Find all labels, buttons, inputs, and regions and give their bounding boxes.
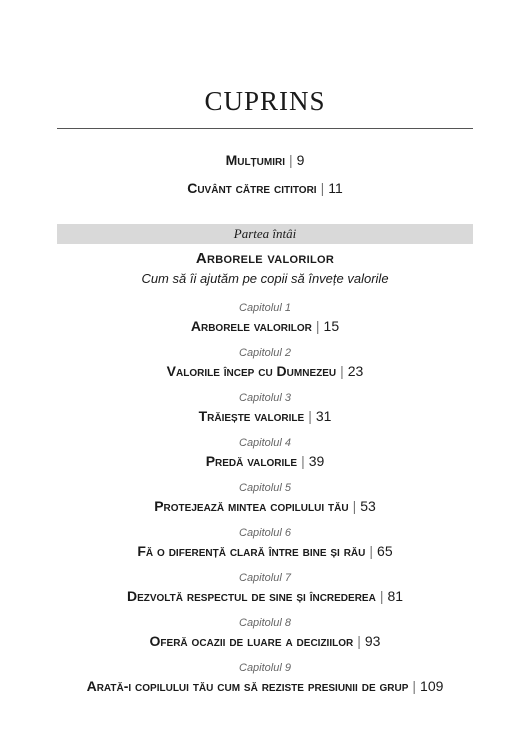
chapter-label: Capitolul 6 — [239, 527, 291, 539]
toc-entry-chapter-8[interactable] — [0, 633, 530, 649]
entry-title: Oferă ocazii de luare a deciziilor — [149, 633, 354, 649]
entry-title: Protejează mintea copilului tău — [154, 498, 349, 514]
toc-entry-chapter-5[interactable] — [0, 498, 530, 514]
toc-entry-foreword[interactable] — [0, 180, 530, 196]
entry-separator: | — [340, 363, 344, 379]
chapter-label: Capitolul 8 — [239, 617, 291, 629]
entry-separator: | — [357, 633, 361, 649]
toc-entry-chapter-4[interactable] — [0, 453, 530, 469]
chapter-label: Capitolul 5 — [239, 482, 291, 494]
entry-title: Arborele valorilor — [190, 318, 312, 334]
chapter-label: Capitolul 3 — [239, 392, 291, 404]
entry-page: 81 — [387, 588, 404, 604]
entry-separator: | — [320, 180, 325, 196]
entry-page: 109 — [420, 678, 444, 694]
entry-page: 31 — [315, 408, 332, 424]
chapter-label: Capitolul 2 — [239, 347, 291, 359]
chapter-label: Capitolul 1 — [239, 302, 291, 314]
toc-entry-chapter-1[interactable] — [0, 318, 530, 334]
entry-page: 11 — [328, 180, 343, 196]
entry-page: 9 — [296, 152, 305, 168]
entry-separator: | — [369, 543, 374, 559]
toc-entry-chapter-2[interactable] — [0, 363, 530, 379]
chapter-label: Capitolul 7 — [239, 572, 291, 584]
page-title: CUPRINS — [204, 86, 326, 116]
toc-entry-chapter-7[interactable] — [0, 588, 530, 604]
entry-title: Predă valorile — [205, 453, 298, 469]
entry-title: Dezvoltă respectul de sine și încrederea — [126, 588, 376, 604]
part-subtitle: Cum să îi ajutăm pe copii să învețe valorile — [141, 271, 389, 286]
entry-separator: | — [289, 152, 293, 168]
entry-title: Mulțumiri — [225, 152, 285, 168]
entry-page: 39 — [308, 453, 325, 469]
entry-page: 93 — [364, 633, 381, 649]
entry-title: Fă o diferență clară între bine și rău — [137, 543, 366, 559]
entry-separator: | — [308, 408, 312, 424]
toc-entry-thanks[interactable] — [0, 152, 530, 168]
entry-separator: | — [379, 588, 384, 604]
part-label-bar: Partea întâi — [57, 224, 473, 244]
toc-entry-chapter-9[interactable] — [0, 678, 530, 694]
part-title: Arborele valorilor — [195, 250, 335, 267]
entry-title: Trăiește valorile — [198, 408, 305, 424]
entry-separator: | — [352, 498, 357, 514]
chapter-label: Capitolul 9 — [239, 662, 291, 674]
entry-page: 23 — [347, 363, 364, 379]
entry-title: Cuvânt către cititori — [187, 180, 317, 196]
chapter-label: Capitolul 4 — [239, 437, 291, 449]
entry-separator: | — [301, 453, 305, 469]
entry-page: 65 — [377, 543, 393, 559]
entry-title: Arată-i copilului tău cum să reziste presiunii de grup — [86, 678, 409, 694]
toc-entry-chapter-6[interactable] — [0, 543, 530, 559]
entry-page: 15 — [323, 318, 340, 334]
title-rule — [57, 128, 473, 129]
entry-separator: | — [412, 678, 417, 694]
toc-entry-chapter-3[interactable] — [0, 408, 530, 424]
entry-page: 53 — [360, 498, 376, 514]
entry-separator: | — [315, 318, 320, 334]
entry-title: Valorile încep cu Dumnezeu — [166, 363, 337, 379]
